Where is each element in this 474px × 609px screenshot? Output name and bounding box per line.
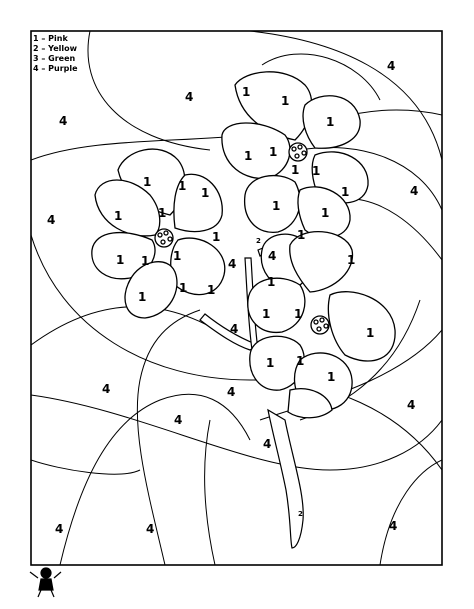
region-number: 1 xyxy=(212,230,221,244)
region-number: 1 xyxy=(158,206,167,220)
region-number: 1 xyxy=(138,290,147,304)
page-border xyxy=(31,31,442,565)
region-number: 1 xyxy=(281,94,290,108)
flower-left xyxy=(92,149,225,318)
region-number: 1 xyxy=(272,199,281,213)
region-number: 1 xyxy=(244,149,253,163)
region-number: 4 xyxy=(268,249,277,263)
region-number: 4 xyxy=(174,413,183,427)
region-number: 1 xyxy=(296,354,305,368)
region-number: 4 xyxy=(55,522,64,536)
color-key-item-purple: 4 – Purple xyxy=(33,64,78,73)
background-swirls xyxy=(31,31,442,565)
region-number: 2 xyxy=(298,510,303,518)
region-number: 4 xyxy=(407,398,416,412)
region-number: 1 xyxy=(179,281,188,295)
region-number: 1 xyxy=(201,186,210,200)
region-number: 1 xyxy=(312,164,321,178)
region-number: 1 xyxy=(207,283,216,297)
region-number: 1 xyxy=(178,179,187,193)
region-number: 1 xyxy=(242,85,251,99)
region-number: 1 xyxy=(297,228,306,242)
region-number: 1 xyxy=(266,356,275,370)
region-number: 1 xyxy=(366,326,375,340)
region-number: 4 xyxy=(102,382,111,396)
region-number: 1 xyxy=(341,185,350,199)
region-number: 4 xyxy=(59,114,68,128)
region-number: 1 xyxy=(326,115,335,129)
region-number: 1 xyxy=(114,209,123,223)
color-key-item-green: 3 – Green xyxy=(33,54,76,63)
region-number: 1 xyxy=(327,370,336,384)
region-number: 1 xyxy=(267,275,276,289)
region-number: 1 xyxy=(347,253,356,267)
region-number: 1 xyxy=(141,254,150,268)
region-number: 4 xyxy=(47,213,56,227)
region-number: 4 xyxy=(185,90,194,104)
region-number: 1 xyxy=(269,145,278,159)
region-number: 4 xyxy=(146,522,155,536)
color-key-item-yellow: 2 – Yellow xyxy=(33,44,77,53)
region-number: 1 xyxy=(116,253,125,267)
region-number: 4 xyxy=(230,322,239,336)
region-number: 4 xyxy=(228,257,237,271)
region-number: 4 xyxy=(227,385,236,399)
region-number: 1 xyxy=(294,307,303,321)
region-number: 1 xyxy=(262,307,271,321)
region-number: 1 xyxy=(173,249,182,263)
region-number: 1 xyxy=(143,175,152,189)
mascot-logo xyxy=(30,568,61,597)
region-number: 4 xyxy=(263,437,272,451)
region-number: 2 xyxy=(256,237,261,245)
color-key-item-pink: 1 – Pink xyxy=(33,34,68,43)
color-key xyxy=(33,34,78,74)
region-number: 4 xyxy=(410,184,419,198)
region-number: 4 xyxy=(387,59,396,73)
region-number: 1 xyxy=(321,206,330,220)
region-number: 1 xyxy=(291,163,300,177)
region-number: 4 xyxy=(389,519,398,533)
